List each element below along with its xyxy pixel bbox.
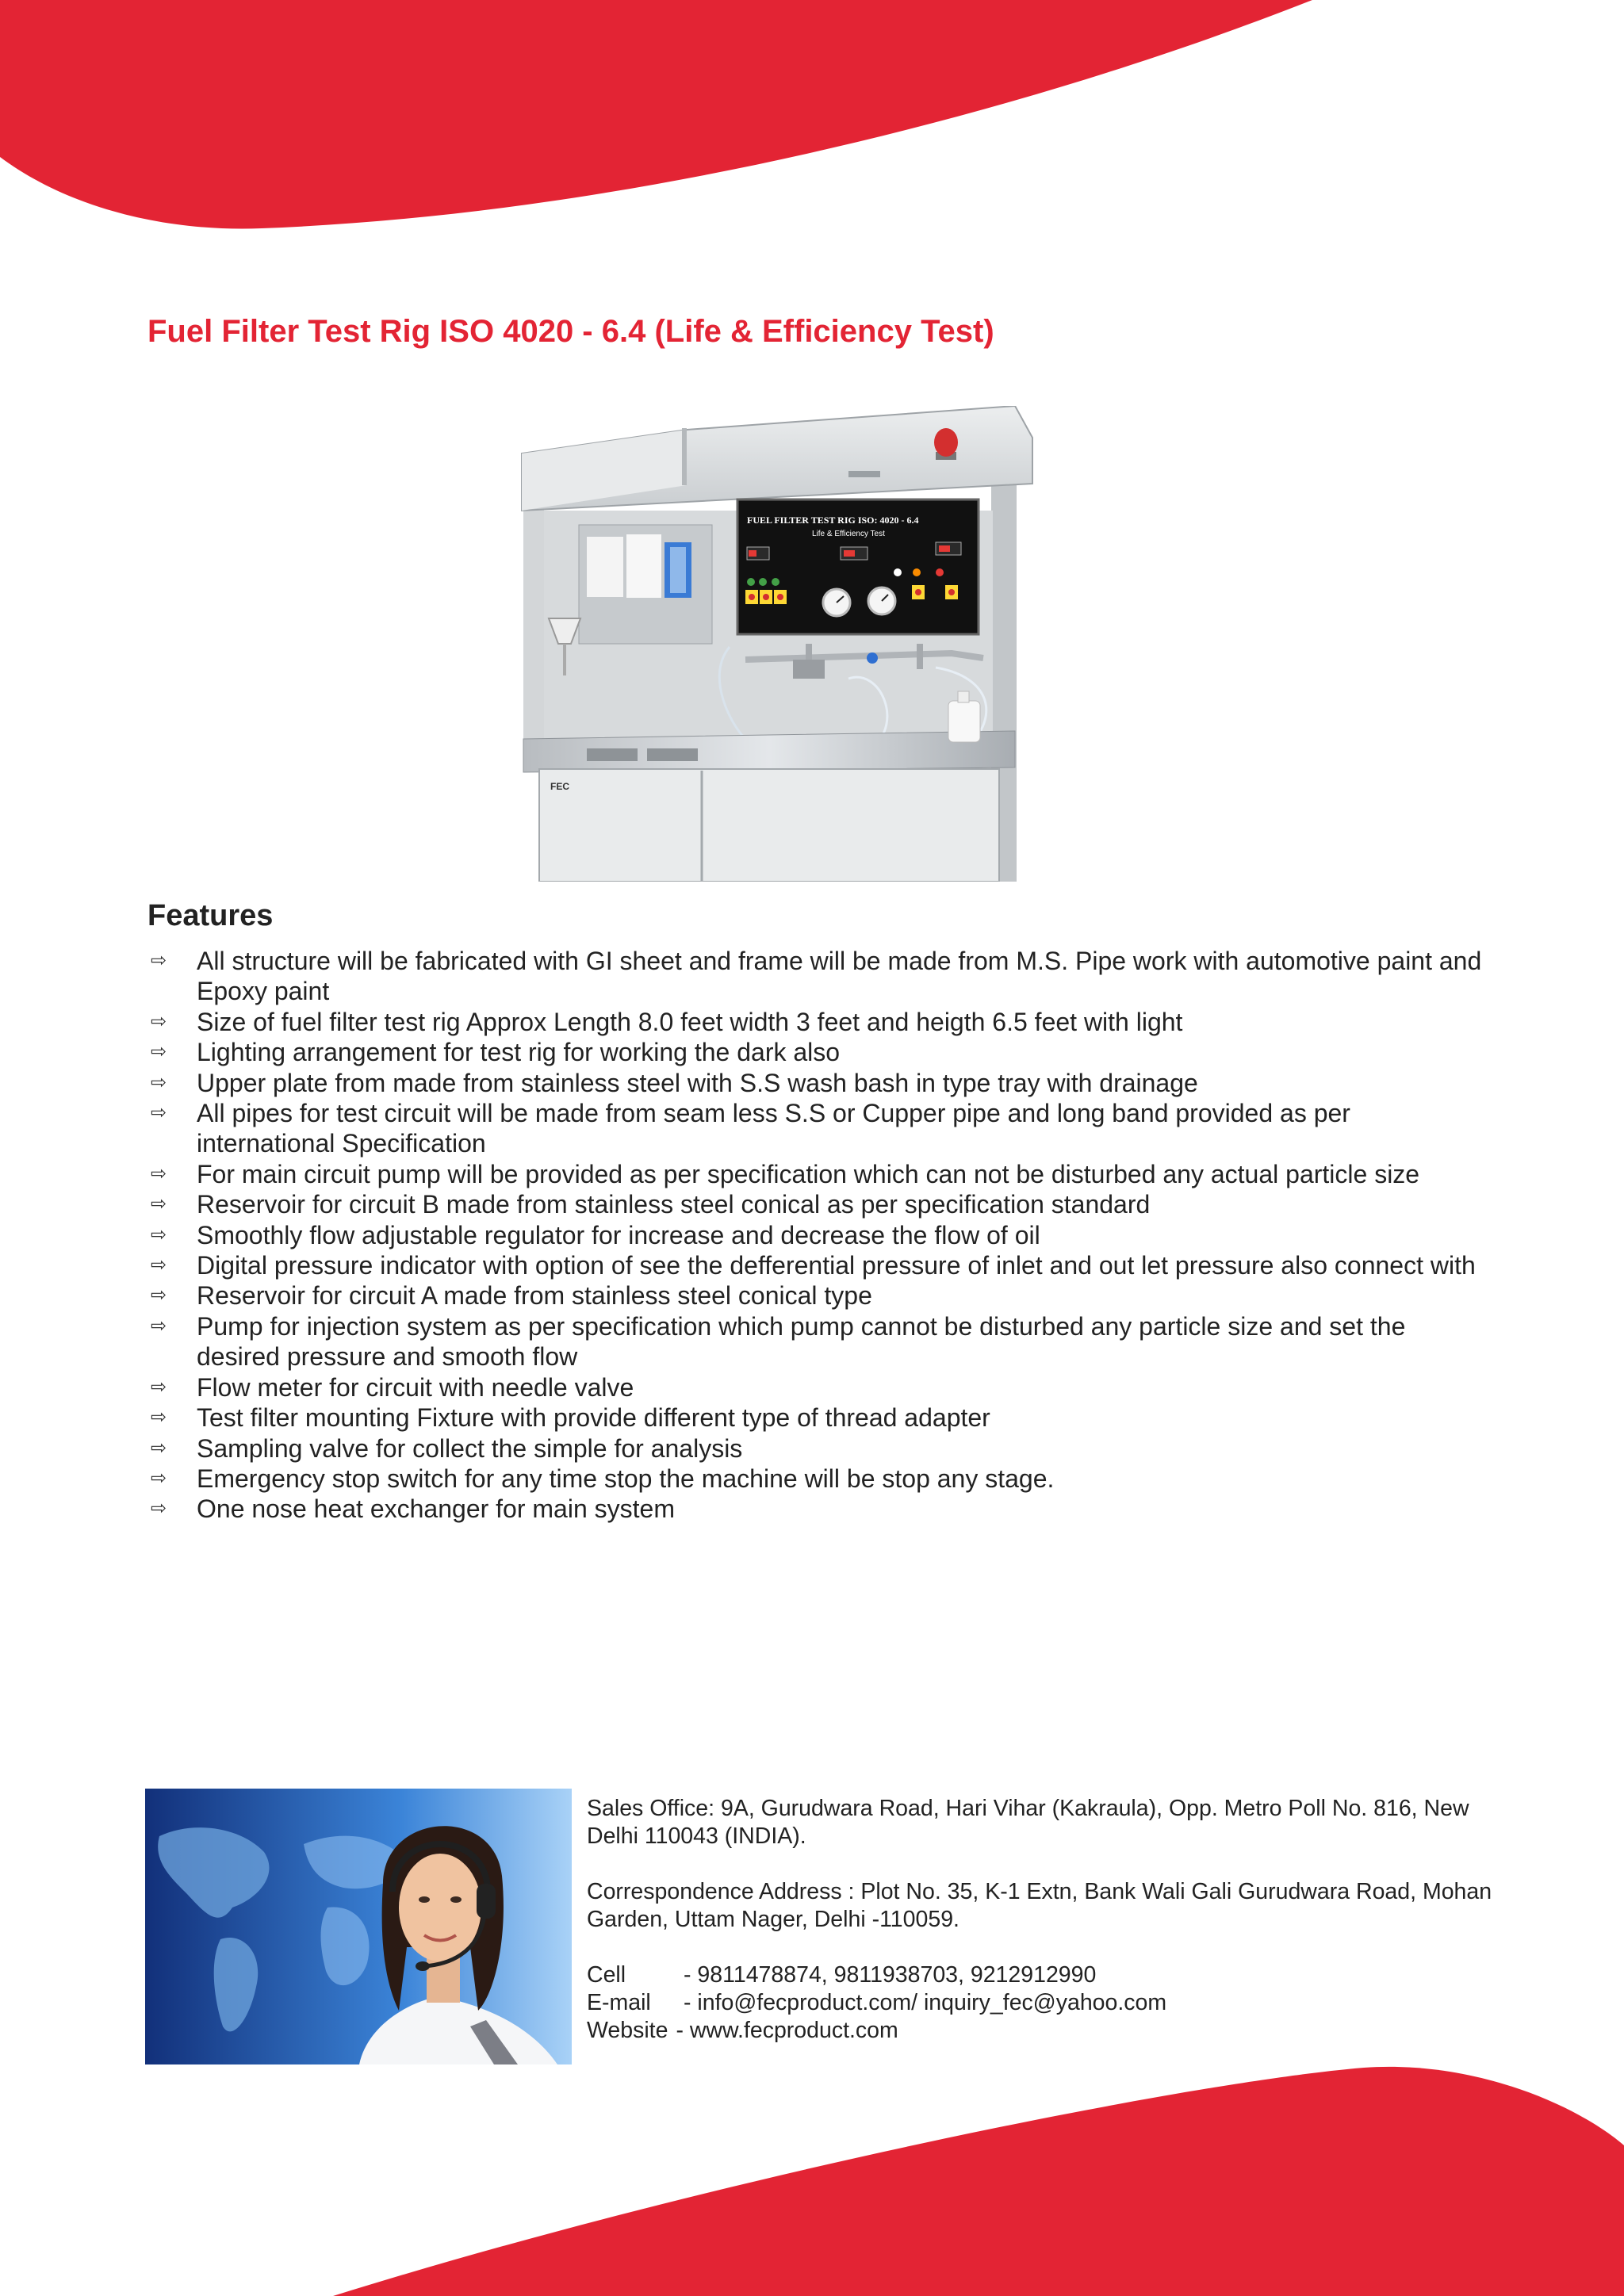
right-arrow-icon: ⇨ xyxy=(151,1314,167,1337)
list-item xyxy=(147,1098,1488,1159)
list-item xyxy=(147,1068,1488,1098)
website-url: - www.fecproduct.com xyxy=(676,2018,898,2043)
customer-support-photo xyxy=(145,1789,572,2064)
right-arrow-icon: ⇨ xyxy=(151,1010,167,1032)
feature-text: Test filter mounting Fixture with provide different type of thread adapter xyxy=(197,1403,990,1433)
contact-block xyxy=(587,1795,1507,2045)
list-item xyxy=(147,1189,1488,1219)
right-arrow-icon: ⇨ xyxy=(151,1406,167,1429)
product-photo xyxy=(508,406,1037,882)
list-item xyxy=(147,1402,1488,1433)
right-arrow-icon: ⇨ xyxy=(151,1102,167,1124)
list-item xyxy=(147,1372,1488,1402)
cell-numbers: - 9811478874, 9811938703, 9212912990 xyxy=(684,1962,1097,1988)
right-arrow-icon: ⇨ xyxy=(151,1071,167,1093)
list-item xyxy=(147,1037,1488,1067)
panel-heading: FUEL FILTER TEST RIG ISO: 4020 - 6.4 xyxy=(747,515,919,526)
feature-text: One nose heat exchanger for main system xyxy=(197,1494,675,1524)
right-arrow-icon: ⇨ xyxy=(151,1254,167,1276)
feature-text: Lighting arrangement for test rig for working the dark also xyxy=(197,1038,841,1067)
list-item xyxy=(147,946,1488,1007)
feature-text: Emergency stop switch for any time stop the machine will be stop any stage. xyxy=(197,1464,1055,1493)
feature-text: Sampling valve for collect the simple for analysis xyxy=(197,1433,743,1463)
list-item xyxy=(147,1464,1488,1494)
right-arrow-icon: ⇨ xyxy=(151,1041,167,1063)
email-addresses: - info@fecproduct.com/ inquiry_fec@yahoo.com xyxy=(684,1990,1167,2015)
list-item xyxy=(147,1494,1488,1524)
website-row xyxy=(587,2017,1507,2045)
right-arrow-icon: ⇨ xyxy=(151,1376,167,1398)
email-label: E-mail xyxy=(587,1990,651,2015)
feature-text: Digital pressure indicator with option of see the defferential pressure of inlet and out let pressure also connect with xyxy=(197,1251,1476,1280)
list-item xyxy=(147,1007,1488,1037)
right-arrow-icon: ⇨ xyxy=(151,950,167,971)
right-arrow-icon: ⇨ xyxy=(151,1467,167,1489)
right-arrow-icon: ⇨ xyxy=(151,1193,167,1215)
right-arrow-icon: ⇨ xyxy=(151,1284,167,1307)
email-row xyxy=(587,1989,1507,2017)
feature-text: Upper plate from made from stainless steel with S.S wash bash in type tray with drainage xyxy=(197,1068,1198,1097)
features-heading: Features xyxy=(147,899,274,932)
feature-text: Pump for injection system as per specification which pump cannot be disturbed any particle size and set the desired pressure and smooth flow xyxy=(197,1311,1406,1372)
list-item xyxy=(147,1280,1488,1311)
sales-office-address: Sales Office: 9A, Gurudwara Road, Hari Vihar (Kakraula), Opp. Metro Poll No. 816, New Delhi 110043 (INDIA). xyxy=(587,1796,1469,1849)
feature-text: All pipes for test circuit will be made from seam less S.S or Cupper pipe and long band provided as per international Specification xyxy=(197,1099,1350,1158)
right-arrow-icon: ⇨ xyxy=(151,1162,167,1184)
list-item xyxy=(147,1311,1488,1372)
top-red-wave xyxy=(0,0,1624,238)
page-title: Fuel Filter Test Rig ISO 4020 - 6.4 (Life & Efficiency Test) xyxy=(147,314,994,349)
list-item xyxy=(147,1159,1488,1189)
list-item xyxy=(147,1220,1488,1250)
feature-text: Reservoir for circuit B made from stainless steel conical as per specification standard xyxy=(197,1190,1151,1219)
cell-label: Cell xyxy=(587,1962,626,1988)
right-arrow-icon: ⇨ xyxy=(151,1498,167,1520)
panel-subheading: Life & Efficiency Test xyxy=(812,530,885,538)
feature-text: Flow meter for circuit with needle valve xyxy=(197,1372,634,1402)
feature-text: All structure will be fabricated with GI sheet and frame will be made from M.S. Pipe work with automotive paint and Epoxy paint xyxy=(197,947,1482,1006)
feature-text: For main circuit pump will be provided as per specification which can not be disturbed any actual particle size xyxy=(197,1159,1420,1188)
list-item xyxy=(147,1433,1488,1464)
right-arrow-icon: ⇨ xyxy=(151,1223,167,1246)
cell-row xyxy=(587,1961,1507,1989)
features-list xyxy=(147,946,1488,1525)
list-item xyxy=(147,1250,1488,1280)
bottom-red-wave xyxy=(0,2058,1624,2296)
feature-text: Size of fuel filter test rig Approx Length 8.0 feet width 3 feet and heigth 6.5 feet with light xyxy=(197,1007,1183,1036)
right-arrow-icon: ⇨ xyxy=(151,1437,167,1459)
feature-text: Smoothly flow adjustable regulator for increase and decrease the flow of oil xyxy=(197,1220,1040,1249)
feature-text: Reservoir for circuit A made from stainless steel conical type xyxy=(197,1281,872,1311)
cabinet-logo: FEC xyxy=(550,781,569,792)
correspondence-address: Correspondence Address : Plot No. 35, K-1 Extn, Bank Wali Gali Gurudwara Road, Mohan Garden, Uttam Nager, Delhi -110059. xyxy=(587,1879,1492,1932)
website-label: Website xyxy=(587,2018,668,2043)
